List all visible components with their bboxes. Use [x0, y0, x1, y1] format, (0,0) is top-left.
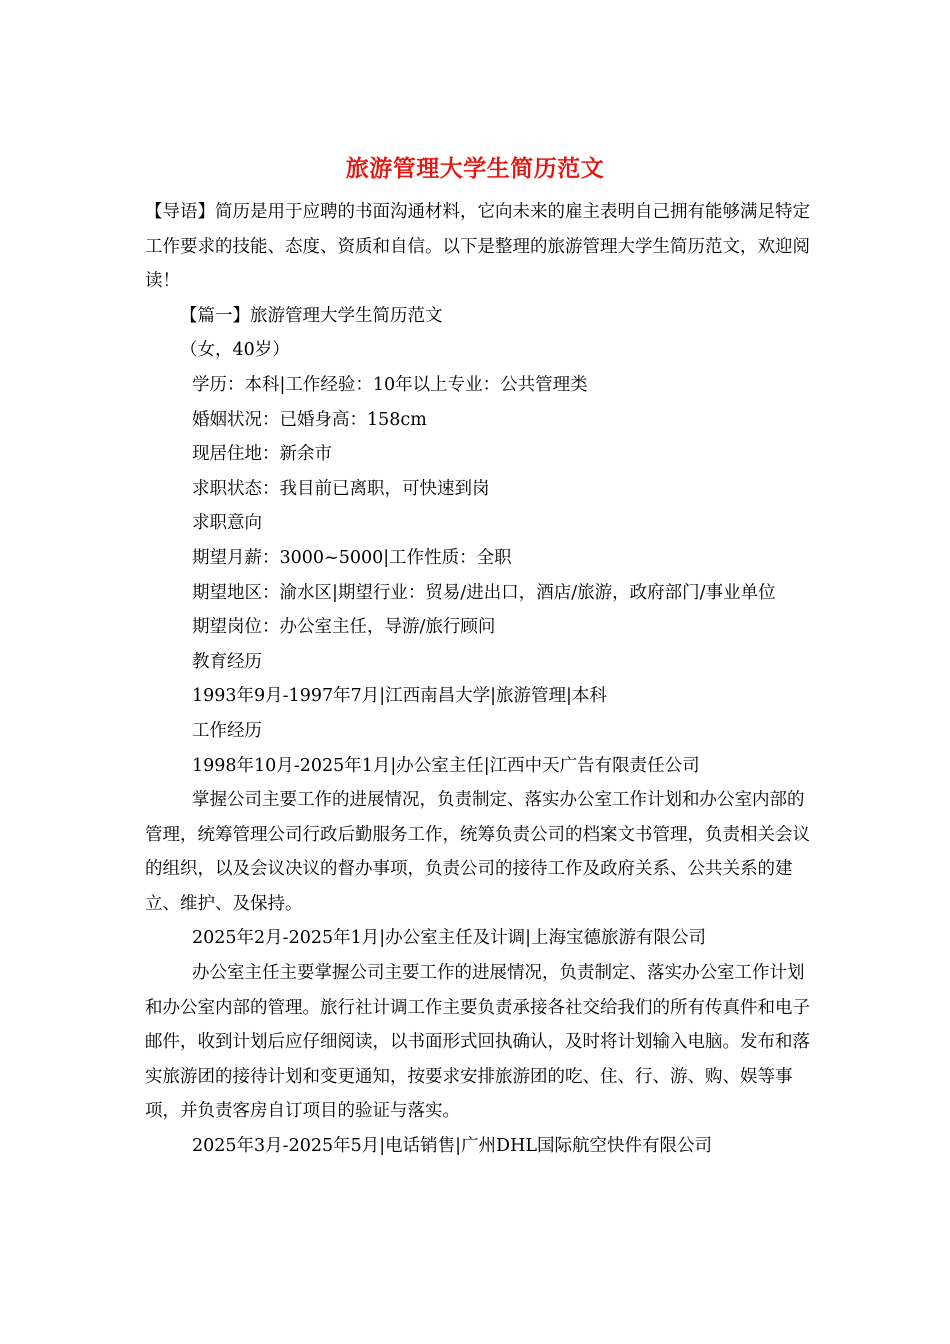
- expected-region-line: 期望地区：渝水区|期望行业：贸易/进出口，酒店/旅游，政府部门/事业单位: [192, 582, 776, 603]
- resume-education-line: 学历：本科|工作经验：10年以上专业：公共管理类: [192, 374, 588, 395]
- work-entry-2-description: 办公室主任主要掌握公司主要工作的进展情况，负责制定、落实办公室工作计划和办公室内部的管理。旅行社计调工作主要负责承接各社交给我们的所有传真件和电子邮件，收到计划后应仔细阅读，以书面形式回执确认，及时将计划输入电脑。发布和落实旅游团的接待计划和变更通知，按要求安排旅游团的吃、住、行、游、购、娱等事项，并负责客房自订项目的验证与落实。: [145, 963, 810, 1122]
- work-entry-1-header: 1998年10月-2025年1月|办公室主任|江西中天广告有限责任公司: [192, 755, 700, 776]
- education-heading: 教育经历: [192, 651, 262, 672]
- resume-marital-line: 婚姻状况：已婚身高：158cm: [192, 409, 427, 430]
- document-title: 旅游管理大学生简历范文: [345, 155, 605, 182]
- intro-paragraph: 【导语】简历是用于应聘的书面沟通材料，它向未来的雇主表明自己拥有能够满足特定工作要求的技能、态度、资质和自信。以下是整理的旅游管理大学生简历范文，欢迎阅读！: [145, 202, 810, 292]
- work-entry-1-description: 掌握公司主要工作的进展情况，负责制定、落实办公室工作计划和办公室内部的管理，统筹管理公司行政后勤服务工作，统筹负责公司的档案文书管理，负责相关会议的组织，以及会议决议的督办事项，负责公司的接待工作及政府关系、公共关系的建立、维护、及保持。: [145, 790, 810, 914]
- expected-position-line: 期望岗位：办公室主任，导游/旅行顾问: [192, 617, 496, 638]
- work-experience-heading: 工作经历: [192, 720, 262, 741]
- document-body: [145, 195, 810, 1164]
- section-heading: 【篇一】旅游管理大学生简历范文: [180, 305, 443, 326]
- resume-residence-line: 现居住地：新余市: [192, 444, 332, 465]
- job-intention-heading: 求职意向: [192, 513, 262, 534]
- resume-gender-age: （女，40岁）: [180, 340, 290, 361]
- expected-salary-line: 期望月薪：3000~5000|工作性质：全职: [192, 547, 512, 568]
- work-entry-2-header: 2025年2月-2025年1月|办公室主任及计调|上海宝德旅游有限公司: [192, 928, 707, 949]
- education-entry: 1993年9月-1997年7月|江西南昌大学|旅游管理|本科: [192, 686, 607, 707]
- resume-status-line: 求职状态：我目前已离职，可快速到岗: [192, 478, 490, 499]
- work-entry-3-header: 2025年3月-2025年5月|电话销售|广州DHL国际航空快件有限公司: [192, 1136, 712, 1157]
